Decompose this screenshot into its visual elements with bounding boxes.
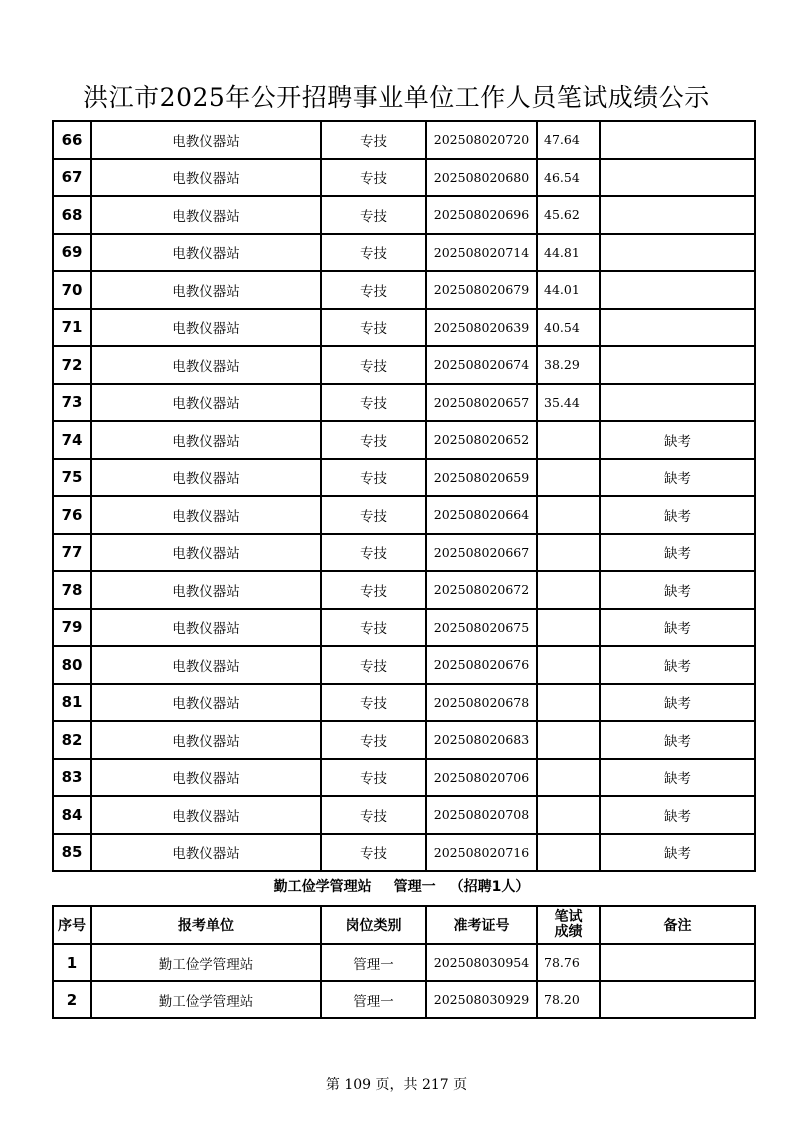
- table-row: [53, 496, 755, 534]
- table-row: [53, 796, 755, 834]
- cell-ticket: 202508020664: [426, 496, 537, 534]
- cell-note: [600, 159, 755, 197]
- cell-no: 85: [53, 834, 91, 872]
- table-row: [53, 234, 755, 272]
- cell-no: 68: [53, 196, 91, 234]
- cell-no: 83: [53, 759, 91, 797]
- table-row: [53, 944, 755, 981]
- cell-unit: 电教仪器站: [91, 234, 321, 272]
- table-row: [53, 646, 755, 684]
- table-row: [53, 721, 755, 759]
- cell-no: 80: [53, 646, 91, 684]
- cell-unit: 电教仪器站: [91, 796, 321, 834]
- table-row: [53, 421, 755, 459]
- cell-no: 79: [53, 609, 91, 647]
- cell-no: 73: [53, 384, 91, 422]
- cell-note: [600, 346, 755, 384]
- cell-unit: 电教仪器站: [91, 646, 321, 684]
- cell-note: [600, 981, 755, 1018]
- cell-score: 38.29: [537, 346, 600, 384]
- cell-ticket: 202508030929: [426, 981, 537, 1018]
- cell-category: 管理一: [321, 981, 426, 1018]
- cell-category: 专技: [321, 684, 426, 722]
- cell-unit: 电教仪器站: [91, 496, 321, 534]
- cell-note: 缺考: [600, 759, 755, 797]
- cell-category: 专技: [321, 459, 426, 497]
- table-header-row: [53, 906, 755, 944]
- section-title: [52, 876, 751, 896]
- cell-category: 专技: [321, 571, 426, 609]
- table-row: [53, 684, 755, 722]
- cell-note: [600, 944, 755, 981]
- cell-no: 70: [53, 271, 91, 309]
- cell-note: 缺考: [600, 571, 755, 609]
- table-row: [53, 271, 755, 309]
- cell-category: 专技: [321, 496, 426, 534]
- cell-ticket: 202508020659: [426, 459, 537, 497]
- cell-note: 缺考: [600, 609, 755, 647]
- cell-score: 44.81: [537, 234, 600, 272]
- cell-category: 专技: [321, 121, 426, 159]
- header-no: 序号: [53, 906, 91, 944]
- cell-score: [537, 421, 600, 459]
- table-row: [53, 159, 755, 197]
- cell-no: 81: [53, 684, 91, 722]
- table-row: [53, 834, 755, 872]
- cell-score: [537, 609, 600, 647]
- cell-ticket: 202508030954: [426, 944, 537, 981]
- cell-score: [537, 534, 600, 572]
- cell-category: 专技: [321, 834, 426, 872]
- cell-ticket: 202508020679: [426, 271, 537, 309]
- cell-score: 45.62: [537, 196, 600, 234]
- cell-ticket: 202508020667: [426, 534, 537, 572]
- cell-ticket: 202508020657: [426, 384, 537, 422]
- results-table-body: [53, 121, 755, 871]
- cell-score: 44.01: [537, 271, 600, 309]
- header-note: 备注: [600, 906, 755, 944]
- cell-note: [600, 234, 755, 272]
- cell-note: 缺考: [600, 534, 755, 572]
- cell-unit: 电教仪器站: [91, 834, 321, 872]
- page-title: 洪江市2025年公开招聘事业单位工作人员笔试成绩公示: [83, 83, 710, 112]
- cell-note: [600, 271, 755, 309]
- cell-no: 2: [53, 981, 91, 1018]
- cell-ticket: 202508020652: [426, 421, 537, 459]
- cell-ticket: 202508020675: [426, 609, 537, 647]
- cell-note: [600, 309, 755, 347]
- cell-score: [537, 759, 600, 797]
- cell-no: 72: [53, 346, 91, 384]
- cell-score: 78.76: [537, 944, 600, 981]
- cell-unit: 电教仪器站: [91, 196, 321, 234]
- cell-no: 69: [53, 234, 91, 272]
- cell-score: [537, 721, 600, 759]
- cell-no: 75: [53, 459, 91, 497]
- cell-unit: 勤工俭学管理站: [91, 944, 321, 981]
- cell-ticket: 202508020683: [426, 721, 537, 759]
- cell-no: 82: [53, 721, 91, 759]
- header-score: [537, 906, 600, 944]
- cell-score: [537, 684, 600, 722]
- cell-score: [537, 646, 600, 684]
- cell-ticket: 202508020714: [426, 234, 537, 272]
- cell-note: [600, 384, 755, 422]
- cell-category: 管理一: [321, 944, 426, 981]
- cell-category: 专技: [321, 421, 426, 459]
- cell-note: 缺考: [600, 646, 755, 684]
- cell-note: 缺考: [600, 496, 755, 534]
- cell-unit: 电教仪器站: [91, 721, 321, 759]
- cell-ticket: 202508020706: [426, 759, 537, 797]
- table-row: [53, 609, 755, 647]
- header-unit: 报考单位: [91, 906, 321, 944]
- cell-ticket: 202508020672: [426, 571, 537, 609]
- cell-unit: 电教仪器站: [91, 309, 321, 347]
- cell-score: [537, 571, 600, 609]
- cell-unit: 电教仪器站: [91, 684, 321, 722]
- cell-ticket: 202508020639: [426, 309, 537, 347]
- cell-no: 1: [53, 944, 91, 981]
- cell-note: 缺考: [600, 834, 755, 872]
- section-results-table: [52, 905, 756, 1019]
- cell-no: 74: [53, 421, 91, 459]
- cell-ticket: 202508020680: [426, 159, 537, 197]
- cell-note: 缺考: [600, 459, 755, 497]
- cell-no: 77: [53, 534, 91, 572]
- table-row: [53, 571, 755, 609]
- table-row: [53, 121, 755, 159]
- cell-category: 专技: [321, 309, 426, 347]
- cell-note: [600, 121, 755, 159]
- cell-category: 专技: [321, 234, 426, 272]
- cell-unit: 电教仪器站: [91, 346, 321, 384]
- cell-category: 专技: [321, 384, 426, 422]
- cell-ticket: 202508020676: [426, 646, 537, 684]
- cell-ticket: 202508020708: [426, 796, 537, 834]
- cell-unit: 电教仪器站: [91, 759, 321, 797]
- cell-score: 47.64: [537, 121, 600, 159]
- cell-unit: 电教仪器站: [91, 459, 321, 497]
- cell-score: [537, 496, 600, 534]
- cell-note: 缺考: [600, 721, 755, 759]
- cell-score: 46.54: [537, 159, 600, 197]
- section-position: 管理一: [393, 879, 436, 895]
- table-row: [53, 346, 755, 384]
- cell-unit: 电教仪器站: [91, 571, 321, 609]
- cell-note: 缺考: [600, 684, 755, 722]
- header-category: 岗位类别: [321, 906, 426, 944]
- table-row: [53, 759, 755, 797]
- cell-unit: 电教仪器站: [91, 421, 321, 459]
- header-score-line2: 成绩: [554, 924, 583, 940]
- section-results-table-body: [53, 906, 755, 1018]
- cell-ticket: 202508020720: [426, 121, 537, 159]
- page-footer: 第 109 页，共 217 页: [325, 1077, 468, 1093]
- cell-category: 专技: [321, 759, 426, 797]
- cell-category: 专技: [321, 196, 426, 234]
- cell-ticket: 202508020678: [426, 684, 537, 722]
- table-row: [53, 981, 755, 1018]
- cell-category: 专技: [321, 721, 426, 759]
- cell-unit: 电教仪器站: [91, 384, 321, 422]
- cell-unit: 电教仪器站: [91, 534, 321, 572]
- cell-unit: 电教仪器站: [91, 121, 321, 159]
- results-table: [52, 120, 756, 872]
- cell-ticket: 202508020674: [426, 346, 537, 384]
- cell-note: [600, 196, 755, 234]
- cell-category: 专技: [321, 609, 426, 647]
- cell-unit: 电教仪器站: [91, 271, 321, 309]
- section-unit: 勤工俭学管理站: [273, 879, 372, 895]
- cell-category: 专技: [321, 346, 426, 384]
- cell-no: 76: [53, 496, 91, 534]
- cell-ticket: 202508020696: [426, 196, 537, 234]
- cell-score: [537, 834, 600, 872]
- table-row: [53, 309, 755, 347]
- cell-score: 40.54: [537, 309, 600, 347]
- cell-category: 专技: [321, 159, 426, 197]
- cell-category: 专技: [321, 646, 426, 684]
- cell-unit: 电教仪器站: [91, 609, 321, 647]
- table-row: [53, 196, 755, 234]
- header-ticket: 准考证号: [426, 906, 537, 944]
- header-score-line1: 笔试: [554, 909, 583, 925]
- cell-note: 缺考: [600, 421, 755, 459]
- cell-category: 专技: [321, 796, 426, 834]
- cell-no: 78: [53, 571, 91, 609]
- cell-no: 84: [53, 796, 91, 834]
- cell-unit: 勤工俭学管理站: [91, 981, 321, 1018]
- cell-no: 71: [53, 309, 91, 347]
- cell-unit: 电教仪器站: [91, 159, 321, 197]
- cell-note: 缺考: [600, 796, 755, 834]
- table-row: [53, 459, 755, 497]
- cell-no: 66: [53, 121, 91, 159]
- table-row: [53, 534, 755, 572]
- cell-score: 35.44: [537, 384, 600, 422]
- cell-category: 专技: [321, 534, 426, 572]
- cell-ticket: 202508020716: [426, 834, 537, 872]
- table-row: [53, 384, 755, 422]
- cell-category: 专技: [321, 271, 426, 309]
- cell-score: [537, 796, 600, 834]
- cell-score: [537, 459, 600, 497]
- cell-no: 67: [53, 159, 91, 197]
- section-quota: （招聘1人）: [449, 879, 530, 895]
- cell-score: 78.20: [537, 981, 600, 1018]
